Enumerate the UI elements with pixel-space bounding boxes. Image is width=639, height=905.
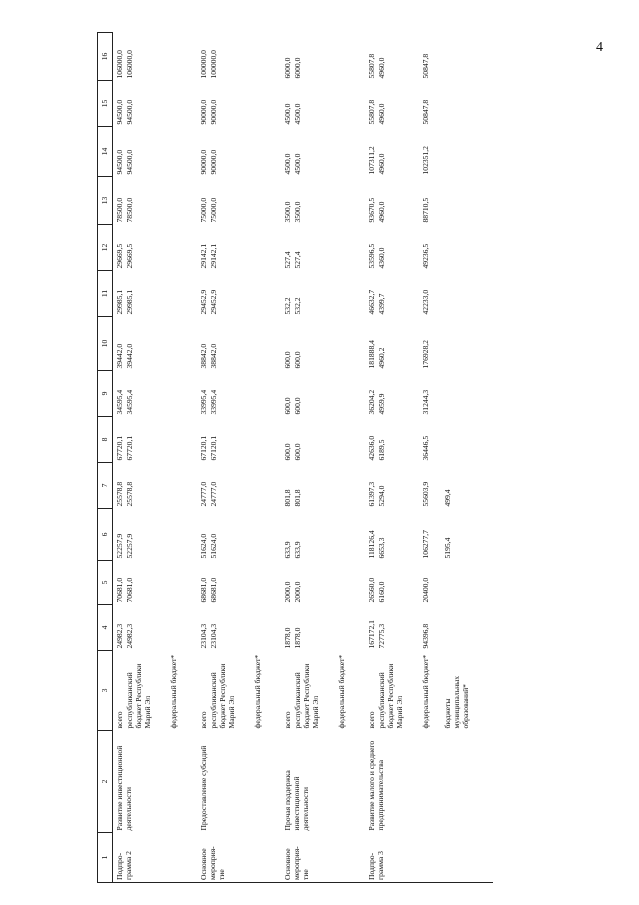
column-header-4: 4 — [98, 605, 113, 651]
value-cell-col-9 — [197, 371, 281, 417]
column-header-10: 10 — [98, 317, 113, 371]
value-cell-col-4 — [197, 605, 281, 651]
value-cell-col-5 — [113, 561, 198, 605]
amount-value: 181888,4 — [367, 340, 376, 369]
amount-value: 2000,0 — [283, 581, 292, 603]
amount-value — [253, 35, 275, 79]
value-cell-col-4 — [113, 605, 198, 651]
amount-value — [253, 511, 275, 559]
amount-value: 100000,0 — [209, 50, 218, 79]
amount-value — [337, 373, 359, 415]
amount-value: 67120,1 — [199, 435, 208, 461]
program-name-cell: Прочая поддержка инвестиционной деятельности — [283, 770, 311, 831]
amount-value: 42233,0 — [421, 289, 430, 315]
amount-value: 6160,0 — [377, 581, 386, 603]
amount-value: 50847,8 — [421, 99, 430, 125]
funding-source-label: федеральный бюджет* — [337, 654, 346, 729]
amount-value: 38842,0 — [199, 343, 208, 369]
value-cell-col-11 — [281, 271, 365, 317]
funding-source-label: республиканский бюджет Республики Марий Эл — [125, 663, 153, 729]
amount-value: 1878,0 — [283, 627, 292, 649]
column-header-3: 3 — [98, 651, 113, 731]
amount-value — [253, 273, 275, 315]
table-row — [281, 33, 365, 883]
value-cell-col-14 — [113, 127, 198, 177]
amount-value: 90000,0 — [209, 149, 218, 175]
amount-value: 118126,4 — [367, 530, 376, 559]
value-cell-col-14 — [281, 127, 365, 177]
amount-value: 75000,0 — [199, 197, 208, 223]
amount-value: 25578,8 — [115, 481, 124, 507]
value-cell-col-13 — [113, 177, 198, 225]
amount-value — [443, 129, 487, 175]
amount-value: 4360,0 — [377, 247, 386, 269]
program-name-cell: Предоставление субсидий — [199, 745, 208, 831]
value-cell-col-12 — [197, 225, 281, 271]
value-cell-col-10 — [365, 317, 493, 371]
funding-source-cell — [197, 651, 281, 731]
amount-value: 5294,0 — [377, 485, 386, 507]
amount-value: 50847,8 — [421, 53, 430, 79]
column-header-1: 1 — [98, 833, 113, 883]
amount-value: 100000,0 — [199, 50, 208, 79]
funding-source-label: республиканский бюджет Республики Марий Эл — [209, 663, 237, 729]
value-cell-col-8 — [281, 417, 365, 463]
value-cell-col-16 — [113, 33, 198, 81]
funding-source-cell — [113, 651, 198, 731]
funding-source-label: федеральный бюджет* — [421, 654, 430, 729]
amount-value: 42636,0 — [367, 435, 376, 461]
amount-value — [253, 563, 275, 603]
column-header-7: 7 — [98, 463, 113, 509]
amount-value: 90000,0 — [209, 99, 218, 125]
amount-value: 102351,2 — [421, 146, 430, 175]
amount-value — [337, 35, 359, 79]
amount-value — [169, 129, 191, 175]
amount-value: 176928,2 — [421, 340, 430, 369]
amount-value — [337, 563, 359, 603]
amount-value: 55807,8 — [367, 53, 376, 79]
amount-value: 94396,8 — [421, 623, 430, 649]
amount-value — [169, 419, 191, 461]
value-cell-col-7 — [197, 463, 281, 509]
amount-value: 29669,5 — [115, 243, 124, 269]
amount-value: 106277,7 — [421, 530, 430, 559]
value-cell-col-9 — [365, 371, 493, 417]
amount-value: 46632,7 — [367, 289, 376, 315]
amount-value: 29985,1 — [115, 289, 124, 315]
amount-value: 53596,5 — [367, 243, 376, 269]
amount-value: 68681,0 — [209, 577, 218, 603]
amount-value: 532,2 — [293, 297, 302, 315]
value-cell-col-7 — [113, 463, 198, 509]
amount-value: 29669,5 — [125, 243, 134, 269]
amount-value: 600,0 — [283, 397, 292, 415]
value-cell-col-15 — [197, 81, 281, 127]
amount-value — [169, 465, 191, 507]
amount-value: 4959,9 — [377, 393, 386, 415]
value-cell-col-10 — [197, 317, 281, 371]
amount-value: 801,8 — [283, 489, 292, 507]
amount-value: 29452,9 — [209, 289, 218, 315]
amount-value — [337, 319, 359, 369]
amount-value: 39442,0 — [115, 343, 124, 369]
value-cell-col-6 — [281, 509, 365, 561]
amount-value — [443, 83, 487, 125]
amount-value — [253, 607, 275, 649]
value-cell-col-9 — [113, 371, 198, 417]
amount-value: 600,0 — [283, 443, 292, 461]
amount-value: 532,2 — [283, 297, 292, 315]
column-header-8: 8 — [98, 417, 113, 463]
column-header-14: 14 — [98, 127, 113, 177]
amount-value: 4960,2 — [377, 347, 386, 369]
table-body — [113, 33, 494, 883]
amount-value: 24777,0 — [199, 481, 208, 507]
amount-value — [443, 607, 487, 649]
funding-source-cell — [365, 651, 493, 731]
value-cell-col-8 — [197, 417, 281, 463]
amount-value: 67720,1 — [115, 435, 124, 461]
value-cell-col-13 — [365, 177, 493, 225]
amount-value — [337, 227, 359, 269]
amount-value — [337, 129, 359, 175]
amount-value: 31244,3 — [421, 389, 430, 415]
value-cell-col-14 — [197, 127, 281, 177]
amount-value: 55603,9 — [421, 481, 430, 507]
value-cell-col-4 — [365, 605, 493, 651]
amount-value: 600,0 — [283, 351, 292, 369]
amount-value: 55807,8 — [367, 99, 376, 125]
amount-value: 801,8 — [293, 489, 302, 507]
value-cell-col-6 — [113, 509, 198, 561]
amount-value — [253, 419, 275, 461]
amount-value: 167172,1 — [367, 620, 376, 649]
amount-value: 36446,5 — [421, 435, 430, 461]
value-cell-col-12 — [113, 225, 198, 271]
amount-value — [337, 511, 359, 559]
amount-value: 4960,0 — [377, 201, 386, 223]
funding-source-label: всего — [283, 711, 292, 729]
amount-value — [337, 273, 359, 315]
amount-value: 527,4 — [293, 251, 302, 269]
value-cell-col-12 — [365, 225, 493, 271]
budget-table — [97, 32, 493, 883]
amount-value: 52257,9 — [115, 533, 124, 559]
value-cell-col-4 — [281, 605, 365, 651]
amount-value — [169, 511, 191, 559]
amount-value — [443, 227, 487, 269]
value-cell-col-5 — [365, 561, 493, 605]
funding-source-label: федеральный бюджет* — [169, 654, 178, 729]
amount-value — [337, 607, 359, 649]
funding-source-label: республиканский бюджет Республики Марий Эл — [377, 663, 405, 729]
program-name-cell: Развитие малого и среднего предпринимательства — [367, 740, 386, 831]
value-cell-col-16 — [281, 33, 365, 81]
amount-value — [169, 607, 191, 649]
program-type-cell: Подпро- грамма 2 — [113, 833, 198, 883]
column-header-6: 6 — [98, 509, 113, 561]
amount-value — [337, 465, 359, 507]
amount-value: 72775,3 — [377, 623, 386, 649]
amount-value: 20400,0 — [421, 577, 430, 603]
amount-value: 29142,1 — [199, 243, 208, 269]
amount-value: 78500,0 — [125, 197, 134, 223]
amount-value: 94500,0 — [125, 149, 134, 175]
amount-value — [169, 319, 191, 369]
amount-value: 67720,1 — [125, 435, 134, 461]
amount-value: 78500,0 — [115, 197, 124, 223]
amount-value — [253, 373, 275, 415]
funding-source-label: всего — [199, 711, 208, 729]
amount-value: 600,0 — [293, 351, 302, 369]
amount-value: 88710,5 — [421, 197, 430, 223]
value-cell-col-16 — [197, 33, 281, 81]
amount-value: 6653,3 — [377, 537, 386, 559]
value-cell-col-11 — [197, 271, 281, 317]
amount-value: 25578,8 — [125, 481, 134, 507]
funding-source-label: республиканский бюджет Республики Марий Эл — [293, 663, 321, 729]
amount-value — [169, 35, 191, 79]
amount-value: 4500,0 — [283, 153, 292, 175]
value-cell-col-8 — [365, 417, 493, 463]
amount-value: 75000,0 — [209, 197, 218, 223]
amount-value: 107311,2 — [367, 146, 376, 175]
amount-value: 2000,0 — [293, 581, 302, 603]
value-cell-col-5 — [197, 561, 281, 605]
amount-value: 633,9 — [293, 541, 302, 559]
funding-source-label: бюджеты муниципальных образований* — [443, 675, 471, 729]
value-cell-col-16 — [365, 33, 493, 81]
amount-value — [253, 227, 275, 269]
program-type-cell: Подпро- грамма 3 — [365, 833, 493, 883]
rotated-table-container — [97, 33, 622, 883]
amount-value — [337, 419, 359, 461]
amount-value: 24777,0 — [209, 481, 218, 507]
amount-value: 34595,4 — [115, 389, 124, 415]
value-cell-col-6 — [197, 509, 281, 561]
column-header-13: 13 — [98, 177, 113, 225]
amount-value: 90000,0 — [199, 99, 208, 125]
amount-value — [169, 273, 191, 315]
amount-value — [169, 227, 191, 269]
value-cell-col-12 — [281, 225, 365, 271]
amount-value — [253, 465, 275, 507]
value-cell-col-13 — [197, 177, 281, 225]
amount-value: 94500,0 — [115, 149, 124, 175]
amount-value: 4399,7 — [377, 293, 386, 315]
amount-value: 26560,0 — [367, 577, 376, 603]
value-cell-col-10 — [113, 317, 198, 371]
amount-value: 4500,0 — [293, 103, 302, 125]
value-cell-col-7 — [365, 463, 493, 509]
column-header-5: 5 — [98, 561, 113, 605]
amount-value: 4960,0 — [377, 153, 386, 175]
column-number-row — [98, 33, 113, 883]
amount-value: 3500,0 — [293, 201, 302, 223]
amount-value: 24982,3 — [115, 623, 124, 649]
amount-value — [169, 83, 191, 125]
amount-value: 1878,0 — [293, 627, 302, 649]
amount-value: 51624,0 — [209, 533, 218, 559]
amount-value — [253, 129, 275, 175]
amount-value: 4500,0 — [293, 153, 302, 175]
amount-value: 499,4 — [443, 489, 452, 507]
amount-value: 3500,0 — [283, 201, 292, 223]
value-cell-col-15 — [113, 81, 198, 127]
amount-value: 4960,0 — [377, 57, 386, 79]
program-type-cell: Основное мероприя- тие — [197, 833, 281, 883]
value-cell-col-11 — [113, 271, 198, 317]
amount-value: 600,0 — [293, 443, 302, 461]
page-number: 4 — [596, 40, 603, 55]
amount-value: 6000,0 — [283, 57, 292, 79]
amount-value — [253, 179, 275, 223]
amount-value: 33995,4 — [209, 389, 218, 415]
amount-value: 24982,3 — [125, 623, 134, 649]
table-row — [365, 33, 493, 883]
amount-value — [443, 419, 487, 461]
amount-value: 600,0 — [293, 397, 302, 415]
column-header-11: 11 — [98, 271, 113, 317]
amount-value: 36204,2 — [367, 389, 376, 415]
amount-value: 106000,0 — [115, 50, 124, 79]
column-header-2: 2 — [98, 731, 113, 833]
amount-value — [443, 273, 487, 315]
amount-value — [253, 83, 275, 125]
amount-value — [169, 179, 191, 223]
value-cell-col-9 — [281, 371, 365, 417]
amount-value — [253, 319, 275, 369]
value-cell-col-15 — [281, 81, 365, 127]
amount-value: 49236,5 — [421, 243, 430, 269]
amount-value: 34595,4 — [125, 389, 134, 415]
amount-value: 70681,0 — [125, 577, 134, 603]
amount-value: 6189,5 — [377, 439, 386, 461]
column-header-12: 12 — [98, 225, 113, 271]
funding-source-label: всего — [115, 711, 124, 729]
amount-value: 4960,0 — [377, 103, 386, 125]
column-header-16: 16 — [98, 33, 113, 81]
amount-value — [337, 179, 359, 223]
amount-value: 527,4 — [283, 251, 292, 269]
amount-value: 29142,1 — [209, 243, 218, 269]
table-row — [197, 33, 281, 883]
value-cell-col-10 — [281, 317, 365, 371]
funding-source-label: всего — [367, 711, 376, 729]
amount-value — [443, 373, 487, 415]
column-header-15: 15 — [98, 81, 113, 127]
amount-value — [169, 563, 191, 603]
funding-source-label: федеральный бюджет* — [253, 654, 262, 729]
amount-value: 6000,0 — [293, 57, 302, 79]
column-header-9: 9 — [98, 371, 113, 417]
amount-value: 70681,0 — [115, 577, 124, 603]
amount-value: 29985,1 — [125, 289, 134, 315]
amount-value: 52257,9 — [125, 533, 134, 559]
amount-value — [443, 563, 487, 603]
amount-value — [443, 179, 487, 223]
amount-value: 51624,0 — [199, 533, 208, 559]
amount-value: 94500,0 — [125, 99, 134, 125]
amount-value: 67120,1 — [209, 435, 218, 461]
amount-value: 633,9 — [283, 541, 292, 559]
amount-value: 39442,0 — [125, 343, 134, 369]
amount-value: 61397,3 — [367, 481, 376, 507]
amount-value: 5195,4 — [443, 537, 452, 559]
amount-value — [443, 35, 487, 79]
value-cell-col-5 — [281, 561, 365, 605]
amount-value: 93670,5 — [367, 197, 376, 223]
value-cell-col-8 — [113, 417, 198, 463]
value-cell-col-6 — [365, 509, 493, 561]
amount-value: 38842,0 — [209, 343, 218, 369]
table-row — [113, 33, 198, 883]
program-name-cell: Развитие инвестиционной деятельности — [115, 745, 134, 831]
amount-value: 68681,0 — [199, 577, 208, 603]
amount-value: 29452,9 — [199, 289, 208, 315]
value-cell-col-13 — [281, 177, 365, 225]
amount-value: 90000,0 — [199, 149, 208, 175]
amount-value — [169, 373, 191, 415]
amount-value: 23104,3 — [209, 623, 218, 649]
amount-value: 106000,0 — [125, 50, 134, 79]
amount-value — [337, 83, 359, 125]
amount-value: 33995,4 — [199, 389, 208, 415]
value-cell-col-14 — [365, 127, 493, 177]
program-type-cell: Основное мероприя- тие — [281, 833, 365, 883]
value-cell-col-11 — [365, 271, 493, 317]
amount-value — [443, 319, 487, 369]
amount-value: 4500,0 — [283, 103, 292, 125]
value-cell-col-15 — [365, 81, 493, 127]
amount-value: 23104,3 — [199, 623, 208, 649]
amount-value: 94500,0 — [115, 99, 124, 125]
value-cell-col-7 — [281, 463, 365, 509]
funding-source-cell — [281, 651, 365, 731]
